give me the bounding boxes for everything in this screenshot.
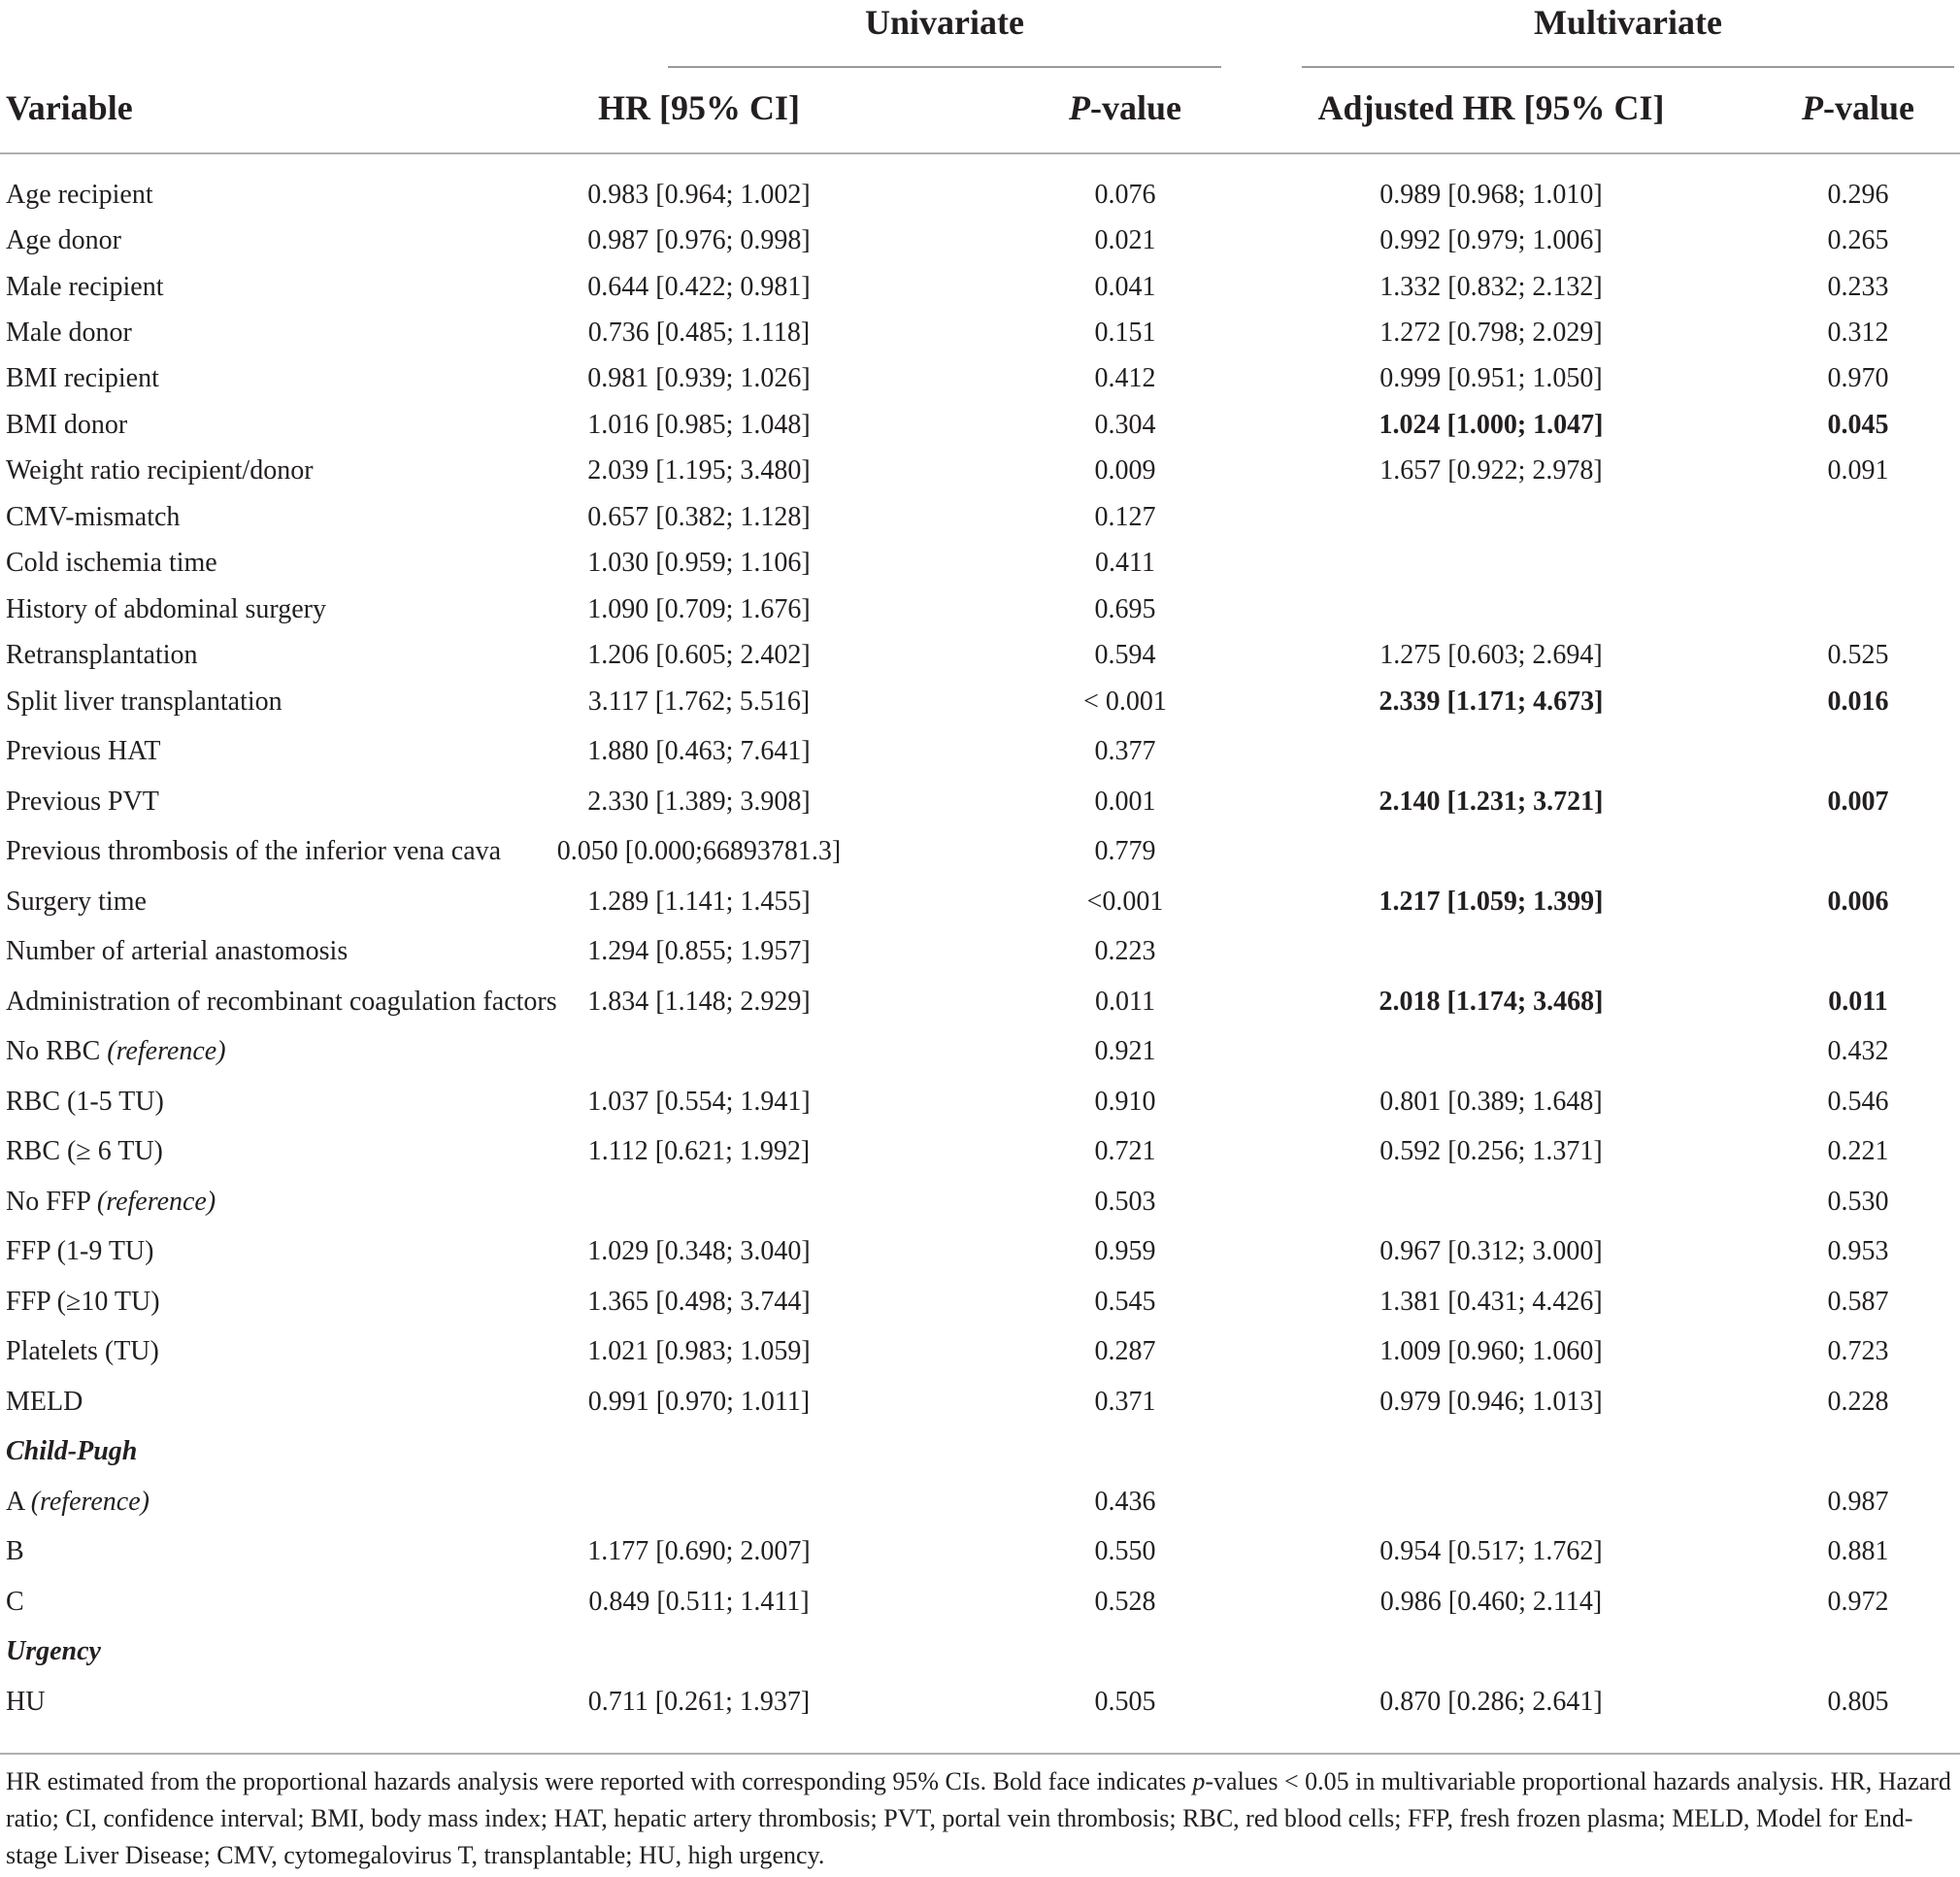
adjusted-hr-cell: 0.989 [0.968; 1.010] xyxy=(1379,180,1603,210)
variable-cell xyxy=(6,1283,160,1322)
variable-label: Administration of recombinant coagulation factors xyxy=(6,987,557,1017)
table-row xyxy=(0,983,1960,1022)
table-row xyxy=(0,1032,1960,1071)
univariate-p-cell: 0.021 xyxy=(1094,225,1156,255)
adjusted-hr-cell: 1.275 [0.603; 2.694] xyxy=(1379,640,1603,670)
univariate-p-cell: 0.412 xyxy=(1094,363,1156,393)
adjusted-hr-cell: 1.009 [0.960; 1.060] xyxy=(1379,1336,1603,1366)
adjusted-hr-cell: 0.870 [0.286; 2.641] xyxy=(1379,1687,1603,1717)
table-row xyxy=(0,314,1960,352)
hr-cell: 1.294 [0.855; 1.957] xyxy=(587,936,811,966)
table-section-row xyxy=(0,1632,1960,1671)
p-letter: P xyxy=(1069,88,1090,127)
univariate-p-cell: 0.721 xyxy=(1094,1136,1156,1166)
header-bottom-rule xyxy=(0,152,1960,154)
adjusted-hr-cell: 0.986 [0.460; 2.114] xyxy=(1379,1587,1603,1617)
univariate-p-cell: 0.594 xyxy=(1094,640,1156,670)
multivariate-p-cell: 0.723 xyxy=(1827,1336,1889,1366)
variable-cell xyxy=(6,1583,24,1622)
hr-cell: 1.206 [0.605; 2.402] xyxy=(587,640,811,670)
variable-label: No RBC xyxy=(6,1036,108,1066)
variable-label: FFP (≥10 TU) xyxy=(6,1287,160,1317)
table-row xyxy=(0,1332,1960,1371)
univariate-p-cell: 0.223 xyxy=(1094,936,1156,966)
multivariate-p-cell: 0.953 xyxy=(1827,1236,1889,1266)
univariate-p-cell: 0.503 xyxy=(1094,1187,1156,1217)
adjusted-hr-cell: 2.140 [1.231; 3.721] xyxy=(1379,787,1604,817)
variable-label: Previous PVT xyxy=(6,787,159,817)
univariate-p-cell: 0.076 xyxy=(1094,180,1156,210)
adjusted-hr-cell: 2.339 [1.171; 4.673] xyxy=(1379,687,1604,717)
variable-cell xyxy=(6,1483,149,1522)
hr-cell: 0.644 [0.422; 0.981] xyxy=(587,272,811,302)
table-row xyxy=(0,176,1960,215)
hr-cell: 1.834 [1.148; 2.929] xyxy=(587,987,811,1017)
variable-label: Male recipient xyxy=(6,272,164,302)
hr-cell: 1.289 [1.141; 1.455] xyxy=(587,887,811,917)
variable-cell xyxy=(6,1183,216,1222)
variable-label: No FFP xyxy=(6,1187,97,1217)
adjusted-hr-cell: 0.801 [0.389; 1.648] xyxy=(1379,1087,1603,1117)
variable-cell xyxy=(6,1532,24,1571)
hr-cell: 2.039 [1.195; 3.480] xyxy=(587,455,811,486)
table-row xyxy=(0,1183,1960,1222)
multivariate-p-cell: 0.045 xyxy=(1827,410,1889,440)
multivariate-p-cell: 0.296 xyxy=(1827,180,1889,210)
table-row xyxy=(0,1283,1960,1322)
variable-cell xyxy=(6,732,160,771)
p-letter: P xyxy=(1802,88,1823,127)
reference-label: (reference) xyxy=(30,1487,149,1517)
p-suffix: -value xyxy=(1823,88,1914,127)
table-row xyxy=(0,932,1960,971)
univariate-p-cell: 0.550 xyxy=(1094,1536,1156,1566)
table-section-row xyxy=(0,1432,1960,1471)
table-row xyxy=(0,268,1960,307)
univariate-p-cell: 0.151 xyxy=(1094,318,1156,348)
adjusted-hr-cell: 1.217 [1.059; 1.399] xyxy=(1379,887,1604,917)
multivariate-p-cell: 0.987 xyxy=(1827,1487,1889,1517)
variable-label: Cold ischemia time xyxy=(6,548,217,578)
variable-label: Age recipient xyxy=(6,180,153,210)
multivariate-p-cell: 0.233 xyxy=(1827,272,1889,302)
table-row xyxy=(0,1683,1960,1722)
multivariate-group-rule xyxy=(1302,66,1954,68)
variable-label: C xyxy=(6,1587,24,1617)
hr-cell: 1.016 [0.985; 1.048] xyxy=(587,410,811,440)
univariate-group-title: Univariate xyxy=(865,3,1024,42)
table-row xyxy=(0,732,1960,771)
multivariate-p-cell: 0.016 xyxy=(1827,687,1889,717)
table-row xyxy=(0,544,1960,583)
variable-cell xyxy=(6,359,159,398)
reference-label: (reference) xyxy=(107,1036,226,1066)
multivariate-p-cell: 0.006 xyxy=(1827,887,1889,917)
variable-label: Male donor xyxy=(6,318,132,348)
hr-cell: 1.037 [0.554; 1.941] xyxy=(587,1087,811,1117)
hr-cell: 1.030 [0.959; 1.106] xyxy=(587,548,811,578)
multivariate-p-cell: 0.265 xyxy=(1827,225,1889,255)
variable-label: Platelets (TU) xyxy=(6,1336,159,1366)
variable-cell xyxy=(6,590,326,629)
hr-cell: 0.711 [0.261; 1.937] xyxy=(587,1687,811,1717)
variable-cell xyxy=(6,1232,153,1271)
hr-cell: 0.991 [0.970; 1.011] xyxy=(587,1387,811,1417)
hr-cell: 1.029 [0.348; 3.040] xyxy=(587,1236,811,1266)
univariate-p-cell: 0.545 xyxy=(1094,1287,1156,1317)
hr-cell: 0.736 [0.485; 1.118] xyxy=(587,318,811,348)
univariate-p-column-header xyxy=(1028,87,1222,128)
variable-label: RBC (1-5 TU) xyxy=(6,1087,164,1117)
variable-cell xyxy=(6,314,132,352)
adjusted-hr-cell: 0.967 [0.312; 3.000] xyxy=(1379,1236,1603,1266)
variable-label: Surgery time xyxy=(6,887,147,917)
variable-label: Number of arterial anastomosis xyxy=(6,936,349,966)
adjusted-hr-cell: 1.272 [0.798; 2.029] xyxy=(1379,318,1603,348)
univariate-p-cell: <0.001 xyxy=(1086,887,1164,917)
univariate-p-cell: 0.436 xyxy=(1094,1487,1156,1517)
table-row xyxy=(0,1583,1960,1622)
adjusted-hr-cell: 1.024 [1.000; 1.047] xyxy=(1379,410,1604,440)
variable-cell xyxy=(6,983,557,1022)
table-row xyxy=(0,590,1960,629)
adjusted-hr-cell: 0.979 [0.946; 1.013] xyxy=(1379,1387,1603,1417)
hr-cell: 0.981 [0.939; 1.026] xyxy=(587,363,811,393)
variable-cell xyxy=(6,1683,45,1722)
multivariate-p-cell: 0.970 xyxy=(1827,363,1889,393)
variable-label: RBC (≥ 6 TU) xyxy=(6,1136,163,1166)
table-footnote xyxy=(6,1763,1952,1874)
adjusted-hr-cell: 1.332 [0.832; 2.132] xyxy=(1379,272,1603,302)
table-row xyxy=(0,636,1960,675)
univariate-p-cell: 0.411 xyxy=(1095,548,1155,578)
variable-cell xyxy=(6,221,121,260)
table-row xyxy=(0,498,1960,537)
hr-cell: 1.112 [0.621; 1.992] xyxy=(587,1136,811,1166)
hr-cell: 0.849 [0.511; 1.411] xyxy=(588,1587,810,1617)
variable-label: CMV-mismatch xyxy=(6,502,181,532)
variable-cell xyxy=(6,176,153,215)
multivariate-p-cell: 0.011 xyxy=(1828,987,1888,1017)
table-row xyxy=(0,1083,1960,1122)
variable-cell xyxy=(6,1383,83,1422)
univariate-p-cell: 0.779 xyxy=(1094,836,1156,866)
hr-cell: 1.177 [0.690; 2.007] xyxy=(587,1536,811,1566)
multivariate-p-cell: 0.881 xyxy=(1827,1536,1889,1566)
variable-cell xyxy=(6,1032,226,1071)
multivariate-p-cell: 0.587 xyxy=(1827,1287,1889,1317)
multivariate-p-column-header xyxy=(1761,87,1955,128)
univariate-p-cell: 0.528 xyxy=(1094,1587,1156,1617)
univariate-group-rule xyxy=(668,66,1221,68)
table-row xyxy=(0,1532,1960,1571)
hr-column-header: HR [95% CI] xyxy=(598,88,800,127)
multivariate-p-cell: 0.221 xyxy=(1827,1136,1889,1166)
univariate-p-cell: 0.371 xyxy=(1094,1387,1156,1417)
variable-cell xyxy=(6,1083,164,1122)
variable-cell xyxy=(6,832,501,871)
variable-label: Retransplantation xyxy=(6,640,198,670)
p-suffix: -value xyxy=(1090,88,1181,127)
hr-cell: 1.365 [0.498; 3.744] xyxy=(587,1287,811,1317)
table-row xyxy=(0,832,1960,871)
multivariate-p-cell: 0.805 xyxy=(1827,1687,1889,1717)
univariate-p-cell: 0.287 xyxy=(1094,1336,1156,1366)
adjusted-hr-cell: 0.999 [0.951; 1.050] xyxy=(1379,363,1603,393)
section-label: Child-Pugh xyxy=(6,1436,138,1466)
table-row xyxy=(0,452,1960,490)
hr-cell: 0.983 [0.964; 1.002] xyxy=(587,180,811,210)
table-bottom-rule xyxy=(0,1753,1960,1755)
variable-cell xyxy=(6,932,348,971)
adjusted-hr-cell: 1.381 [0.431; 4.426] xyxy=(1379,1287,1603,1317)
multivariate-p-cell: 0.007 xyxy=(1827,787,1889,817)
variable-label: History of abdominal surgery xyxy=(6,594,326,624)
variable-cell xyxy=(6,1332,159,1371)
reference-label: (reference) xyxy=(96,1187,216,1217)
table-row xyxy=(0,1132,1960,1171)
hr-cell: 1.090 [0.709; 1.676] xyxy=(587,594,811,624)
hr-cell: 3.117 [1.762; 5.516] xyxy=(587,687,811,717)
univariate-p-cell: 0.695 xyxy=(1094,594,1156,624)
variable-label: Split liver transplantation xyxy=(6,687,282,717)
variable-label: Previous thrombosis of the inferior vena cava xyxy=(6,836,502,866)
table-row xyxy=(0,359,1960,398)
section-label: Urgency xyxy=(6,1636,101,1666)
adjusted-hr-cell: 0.592 [0.256; 1.371] xyxy=(1379,1136,1603,1166)
table-row xyxy=(0,683,1960,721)
variable-label: HU xyxy=(6,1687,46,1717)
adjusted-hr-cell: 0.954 [0.517; 1.762] xyxy=(1379,1536,1603,1566)
univariate-p-cell: 0.011 xyxy=(1095,987,1155,1017)
table-row xyxy=(0,783,1960,821)
univariate-p-cell: < 0.001 xyxy=(1083,687,1167,717)
variable-cell xyxy=(6,683,282,721)
variable-cell xyxy=(6,544,217,583)
variable-cell xyxy=(6,883,147,922)
hr-cell: 1.880 [0.463; 7.641] xyxy=(587,736,811,766)
multivariate-p-cell: 0.432 xyxy=(1827,1036,1889,1066)
univariate-p-cell: 0.910 xyxy=(1094,1087,1156,1117)
multivariate-p-cell: 0.228 xyxy=(1827,1387,1889,1417)
variable-label: B xyxy=(6,1536,24,1566)
table-row xyxy=(0,406,1960,445)
multivariate-p-cell: 0.546 xyxy=(1827,1087,1889,1117)
variable-label: BMI recipient xyxy=(6,363,159,393)
variable-label: BMI donor xyxy=(6,410,128,440)
variable-column-header: Variable xyxy=(6,88,133,127)
univariate-p-cell: 0.009 xyxy=(1094,455,1156,486)
multivariate-p-cell: 0.312 xyxy=(1827,318,1889,348)
hr-cell: 1.021 [0.983; 1.059] xyxy=(587,1336,811,1366)
variable-label: A xyxy=(6,1487,31,1517)
hr-cell: 2.330 [1.389; 3.908] xyxy=(587,787,811,817)
table-row xyxy=(0,1232,1960,1271)
hr-cell: 0.987 [0.976; 0.998] xyxy=(587,225,811,255)
variable-cell xyxy=(6,498,180,537)
univariate-p-cell: 0.959 xyxy=(1094,1236,1156,1266)
univariate-p-cell: 0.001 xyxy=(1094,787,1156,817)
table-row xyxy=(0,221,1960,260)
multivariate-p-cell: 0.525 xyxy=(1827,640,1889,670)
univariate-p-cell: 0.041 xyxy=(1094,272,1156,302)
variable-cell xyxy=(6,268,163,307)
univariate-p-cell: 0.377 xyxy=(1094,736,1156,766)
adjusted-hr-cell: 0.992 [0.979; 1.006] xyxy=(1379,225,1603,255)
variable-label: Previous HAT xyxy=(6,736,161,766)
table-row xyxy=(0,1383,1960,1422)
multivariate-p-cell: 0.972 xyxy=(1827,1587,1889,1617)
footnote-text-1: HR estimated from the proportional hazards analysis were reported with corresponding 95% CIs. Bold face indicates xyxy=(6,1767,1193,1795)
hr-cell: 0.657 [0.382; 1.128] xyxy=(587,502,811,532)
multivariate-p-cell: 0.530 xyxy=(1827,1187,1889,1217)
variable-label: MELD xyxy=(6,1387,83,1417)
table-row xyxy=(0,1483,1960,1522)
variable-cell xyxy=(6,406,127,445)
univariate-p-cell: 0.921 xyxy=(1094,1036,1156,1066)
variable-label: Weight ratio recipient/donor xyxy=(6,455,314,486)
footnote-p-italic: p xyxy=(1192,1767,1206,1795)
variable-cell xyxy=(6,1132,163,1171)
adjusted-hr-cell: 1.657 [0.922; 2.978] xyxy=(1379,455,1603,486)
univariate-p-cell: 0.304 xyxy=(1094,410,1156,440)
univariate-p-cell: 0.127 xyxy=(1094,502,1156,532)
footnote-text-2: -values < 0.05 in multivariable proportional hazards analysis. HR, Hazard ratio; CI, confidence interval; BMI, body mass index; HAT, hepatic artery thrombosis; PVT, portal vein thrombosis; RBC, red blood cells; FFP, fresh frozen plasma; MELD, Model for End-stage Liver Disease; CMV, cytomegalovirus T, transplantable; HU, high urgency. xyxy=(6,1767,1951,1869)
variable-label: FFP (1-9 TU) xyxy=(6,1236,154,1266)
variable-label: Age donor xyxy=(6,225,121,255)
adjusted-hr-column-header: Adjusted HR [95% CI] xyxy=(1317,88,1665,127)
hr-cell: 0.050 [0.000;66893781.3] xyxy=(556,836,842,866)
variable-cell xyxy=(6,783,159,821)
table-row xyxy=(0,883,1960,922)
variable-cell xyxy=(6,636,198,675)
univariate-p-cell: 0.505 xyxy=(1094,1687,1156,1717)
multivariate-group-title: Multivariate xyxy=(1534,3,1722,42)
variable-cell xyxy=(6,452,314,490)
multivariate-p-cell: 0.091 xyxy=(1827,455,1889,486)
adjusted-hr-cell: 2.018 [1.174; 3.468] xyxy=(1379,987,1604,1017)
